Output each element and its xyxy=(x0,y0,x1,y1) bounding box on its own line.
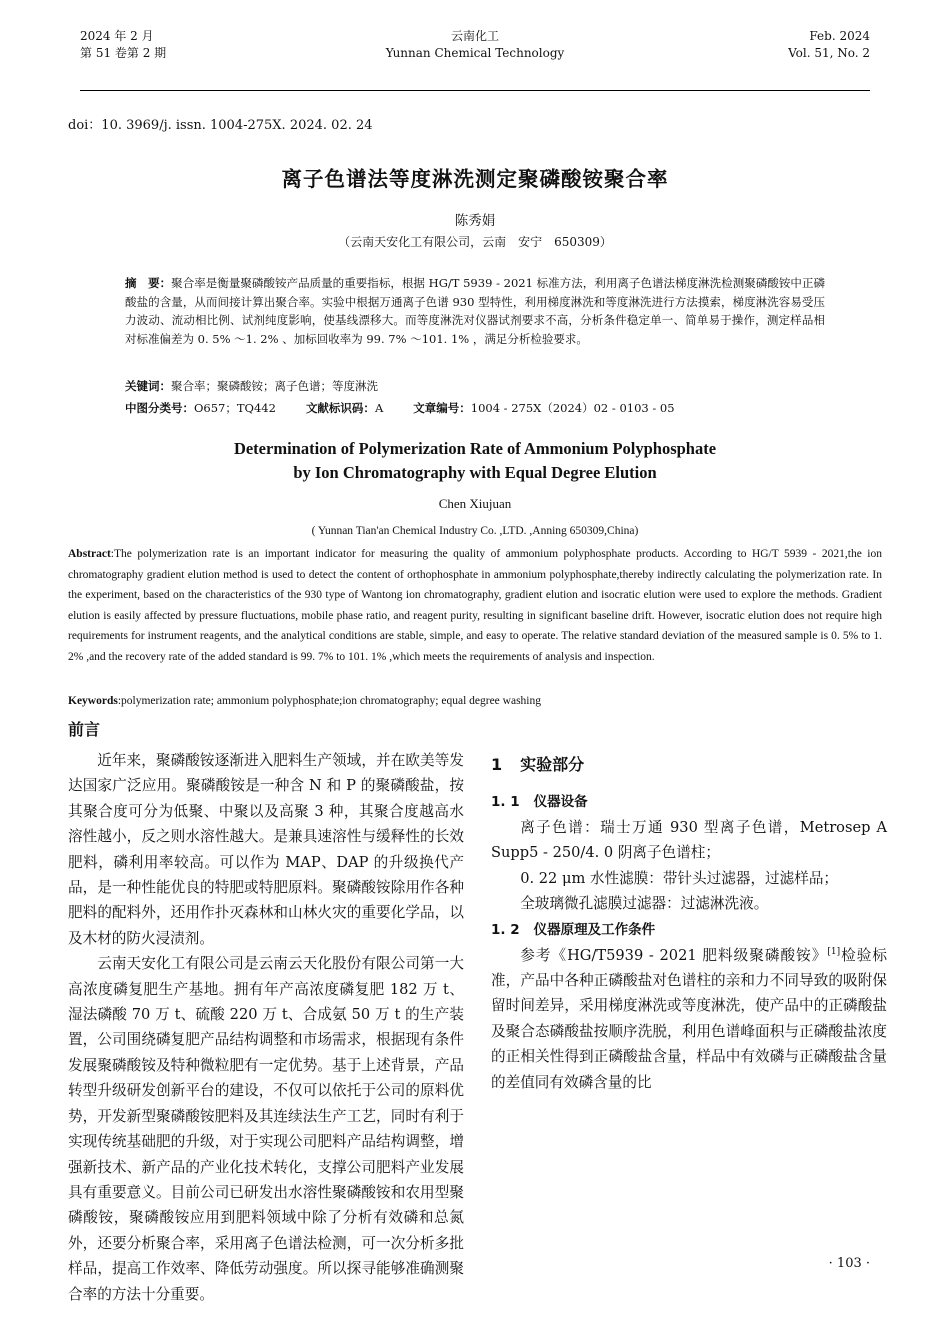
section-1-1-title: 仪器设备 xyxy=(533,794,588,810)
body-column-right xyxy=(491,733,887,1095)
paper-title: 离子色谱法等度淋洗测定聚磷酸铵聚合率 xyxy=(281,167,669,191)
paper-title-en xyxy=(0,437,950,485)
section-1-1-number: 1. 1 xyxy=(491,794,520,810)
keywords-en-text: :polymerization rate; ammonium polyphosphate;ion chromatography; equal degree washing xyxy=(117,695,541,707)
keywords-cn-text: 聚合率；聚磷酸铵；离子色谱；等度淋洗 xyxy=(171,379,378,393)
affiliation-en: ( Yunnan Tian'an Chemical Industry Co. ,LTD. ,Anning 650309,China) xyxy=(311,525,639,537)
preface-paragraph-2: 云南天安化工有限公司是云南云天化股份有限公司第一大高浓度磷复肥生产基地。拥有年产高浓度磷复肥 182 万 t、湿法磷酸 70 万 t、硫酸 220 万 t、合成氨 50 万 t 的生产装置，公司围绕磷复肥产品结构调整和市场需求，根据现有条件发展聚磷酸铵及特种微粒肥有一定优势。基于上述背景，产品转型升级研发创新平台的建设，不仅可以依托于公司的原料优势，开发新型聚磷酸铵肥料及其连续法生产工艺，同时有利于实现传统基础肥的升级，对于实现公司肥料产品结构调整，增强新技术、新产品的产业化技术转化，支撑公司肥料产业发展具有重要意义。目前公司已研发出水溶性聚磷酸铵和农用型聚磷酸铵，聚磷酸铵应用到肥料领域中除了分析有效磷和总氮外，还要分析聚合率，采用离子色谱法检测，可一次分析多批样品，提高工作效率、降低劳动强度。所以探寻能够准确测聚合率的方法十分重要。 xyxy=(68,955,464,1303)
section-1-number: 1 xyxy=(491,755,503,774)
issue-date-cn: 2024 年 2 月 xyxy=(80,29,154,43)
classification-line xyxy=(125,399,825,418)
doc-code-label: 文献标识码： xyxy=(305,401,375,415)
doc-code-value: A xyxy=(374,401,384,415)
clc-value: O657；TQ442 xyxy=(194,401,276,415)
section-1-heading xyxy=(491,747,887,783)
section-1-1-paragraph-1: 离子色谱：瑞士万通 930 型离子色谱，Metrosep A Supp5 - 250/4. 0 阴离子色谱柱； xyxy=(491,819,887,862)
section-1-2-heading xyxy=(491,917,887,943)
section-1-1-heading xyxy=(491,789,887,815)
journal-name-en: Yunnan Chemical Technology xyxy=(385,46,565,60)
abstract-en-text: :The polymerization rate is an important indicator for measuring the quality of ammonium polyphosphate products. According to HG/T 5939 - 2021,the ion chromatography gradient elution method is used to detect the content of orthophosphate in ammonium polyphosphate,thereby indirectly calculating the polymerization rate. In the experiment, based on the characteristics of the 930 type of Wantong ion chromatography, gradient elution and isocratic elution were used to explore the methods. Gradient elution is easily affected by pressure fluctuations, mobile phase ratio, and reagent purity, resulting in significant baseline drift. However, isocratic elution does not require high requirements for instrument reagents, and the analytical conditions are stable, simple, and easy to operate. The relative standard deviation of the measured sample is 0. 5% to 1. 2% ,and the recovery rate of the added standard is 99. 7% to 101. 1% ,which meets the requirements of analysis and inspection. xyxy=(68,548,882,663)
section-1-2-paragraph-1 xyxy=(491,943,887,1095)
section-1-1-paragraph-2: 0. 22 μm 水性滤膜：带针头过滤器，过滤样品； xyxy=(520,869,839,887)
abstract-en xyxy=(68,544,882,667)
section-1-2-title: 仪器原理及工作条件 xyxy=(533,921,656,938)
section-1-title: 实验部分 xyxy=(520,755,585,774)
affiliation: （云南天安化工有限公司，云南 安宁 650309） xyxy=(338,235,612,249)
abstract-en-label: Abstract xyxy=(68,548,111,560)
header-center xyxy=(80,28,870,62)
body-column-left xyxy=(68,712,464,1307)
preface-heading: 前言 xyxy=(68,720,101,739)
keywords-en xyxy=(68,691,882,711)
paper-title-en-line1: Determination of Polymerization Rate of Ammonium Polyphosphate xyxy=(233,439,717,458)
paper-title-en-line2: by Ion Chromatography with Equal Degree Elution xyxy=(293,463,657,482)
author-en: Chen Xiujuan xyxy=(438,496,512,511)
keywords-cn-label: 关键词： xyxy=(125,379,171,393)
article-number-value: 1004 - 275X（2024）02 - 0103 - 05 xyxy=(470,401,675,415)
abstract-cn-label: 摘 要： xyxy=(125,276,172,290)
clc-label: 中图分类号： xyxy=(125,401,194,415)
preface-paragraph-1: 近年来，聚磷酸铵逐渐进入肥料生产领域，并在欧美等发达国家广泛应用。聚磷酸铵是一种含 N 和 P 的聚磷酸盐，按其聚合度可分为低聚、中聚以及高聚 3 种，其聚合度越高水溶性越小，反之则水溶性越大。是兼具速溶性与缓释性的长效肥料，磷利用率较高。可以作为 MAP、DAP 的升级换代产品，是一种性能优良的特肥或特肥原料。聚磷酸铵除用作各种肥料的配料外，还用作扑灭森林和山林火灾的重要化学品，以及木材的防火浸渍剂。 xyxy=(68,752,464,947)
section-1-1-paragraph-3: 全玻璃微孔滤膜过滤器：过滤淋洗液。 xyxy=(520,895,769,913)
issue-date-en: Feb. 2024 xyxy=(809,29,870,43)
section-1-2-text-a: 参考《HG/T5939 - 2021 肥料级聚磷酸铵》 xyxy=(520,946,828,964)
header-right xyxy=(788,28,870,62)
page-number: · 103 · xyxy=(828,1256,870,1271)
keywords-cn xyxy=(125,377,825,396)
volume-issue-en: Vol. 51, No. 2 xyxy=(788,46,870,60)
article-number-label: 文章编号： xyxy=(413,401,471,415)
section-1-2-number: 1. 2 xyxy=(491,921,520,938)
section-1-2-text-b: 检验标准，产品中各种正磷酸盐对色谱柱的亲和力不同导致的吸附保留时间差异，采用梯度淋洗或等度淋洗，使产品中的正磷酸盐及聚合态磷酸盐按顺序洗脱，利用色谱峰面积与正磷酸盐浓度的正相关性得到正磷酸盐含量，样品中有效磷与正磷酸盐含量的差值同有效磷含量的比 xyxy=(491,946,887,1091)
citation-ref-1[interactable]: [1] xyxy=(827,946,841,957)
journal-name-cn: 云南化工 xyxy=(450,29,499,43)
abstract-cn-text: 聚合率是衡量聚磷酸铵产品质量的重要指标，根据 HG/T 5939 - 2021 标准方法，利用离子色谱法梯度淋洗检测聚磷酸铵中正磷酸盐的含量，从而间接计算出聚合率。实验中根据万通离子色谱 930 型特性，利用梯度淋洗和等度淋洗进行方法摸索，梯度淋洗容易受压力波动、流动相比例、试剂纯度影响，使基线漂移大。而等度淋洗对仪器试剂要求不高，分析条件稳定单一、简单易于操作，测定样品相对标准偏差为 0. 5% ～1. 2% 、加标回收率为 99. 7% ～101. 1% ，满足分析检验要求。 xyxy=(125,276,826,346)
keywords-en-label: Keywords xyxy=(68,695,118,707)
volume-issue-cn: 第 51 卷第 2 期 xyxy=(80,46,167,60)
running-header xyxy=(80,28,870,91)
doi: doi：10. 3969/j. issn. 1004-275X. 2024. 02. 24 xyxy=(68,118,373,133)
author: 陈秀娟 xyxy=(454,213,496,229)
abstract-cn xyxy=(125,274,825,348)
